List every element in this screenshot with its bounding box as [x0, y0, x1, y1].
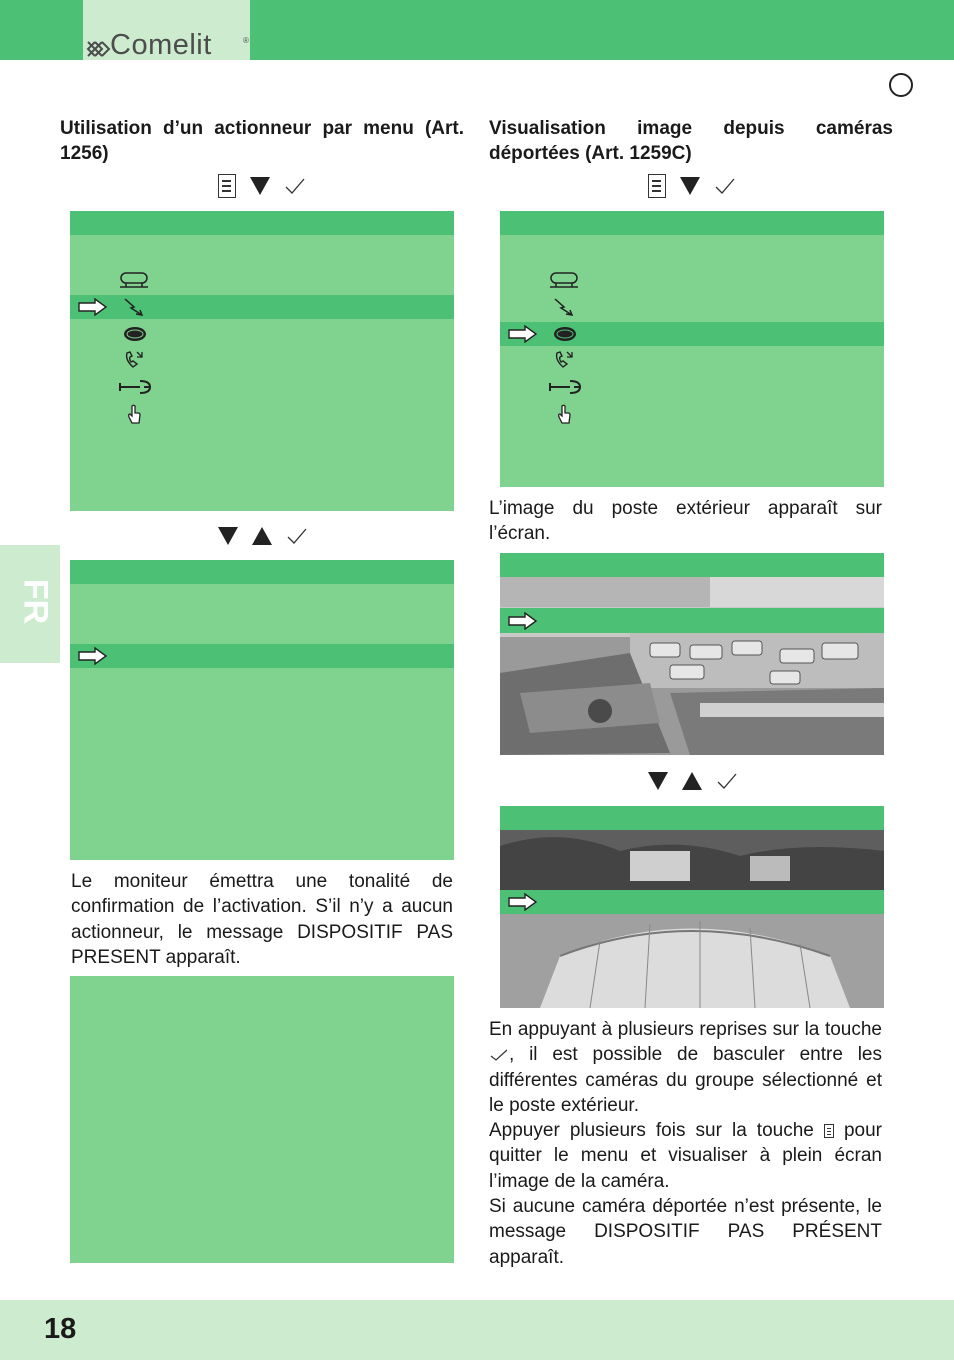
- left-heading: Utilisation d’un actionneur par menu (Art. 1256): [60, 118, 464, 164]
- right-key-sequence-1: [648, 171, 736, 201]
- left-key-sequence-2: [218, 521, 308, 551]
- page-number: 18: [44, 1313, 77, 1345]
- camera-image-2: [500, 806, 884, 1008]
- wrench-icon: [118, 378, 152, 396]
- actuator-icon: [122, 297, 146, 317]
- screen-header: [500, 211, 884, 235]
- brand-logo: [83, 0, 250, 60]
- selection-arrow-icon: [508, 893, 538, 911]
- menu-key-icon: [824, 1124, 834, 1138]
- right-paragraph: [489, 1017, 882, 1270]
- check-key-icon: [714, 177, 736, 195]
- language-tab-label: FR: [16, 578, 55, 625]
- right-menu-screen: [500, 211, 884, 487]
- footer-bar: [0, 1300, 954, 1360]
- phone-icon: [123, 350, 145, 370]
- left-menu-screen: [70, 211, 454, 511]
- selected-row: [70, 644, 454, 668]
- hand-icon: [127, 404, 143, 426]
- menu-key-icon: [648, 174, 666, 198]
- down-key-icon: [680, 177, 700, 195]
- paragraph-text: , il est possible de basculer entre les différentes caméras du groupe sélectionné et le poste extérieur.: [489, 1044, 882, 1116]
- building-photo: [500, 806, 884, 1008]
- intercom-icon: [548, 270, 580, 290]
- screen-header: [70, 211, 454, 235]
- down-key-icon: [250, 177, 270, 195]
- page-circle-icon: [889, 73, 913, 97]
- logo-mark-icon: [86, 40, 112, 58]
- paragraph-text: En appuyant à plusieurs reprises sur la touche: [489, 1019, 882, 1040]
- hand-icon: [557, 404, 573, 426]
- intercom-icon: [118, 270, 150, 290]
- check-key-icon: [489, 1048, 509, 1062]
- screen-header: [70, 560, 454, 584]
- wrench-icon: [548, 378, 582, 396]
- check-key-icon: [716, 772, 738, 790]
- up-key-icon: [252, 527, 272, 545]
- paragraph-text: pour quitter le menu et visualiser à plein écran l’image de la caméra.: [489, 1120, 883, 1192]
- down-key-icon: [218, 527, 238, 545]
- actuator-icon: [552, 297, 576, 317]
- registered-mark: ®: [243, 36, 249, 45]
- left-key-sequence-1: [218, 171, 306, 201]
- brand-name: Comelit: [110, 29, 212, 61]
- selection-arrow-icon: [508, 612, 538, 630]
- left-paragraph: Le moniteur émettra une tonalité de confirmation de l’activation. S’il n’y a aucun actionneur, le message DISPOSITIF PAS PRESENT apparaît.: [71, 871, 453, 968]
- left-message-screen: [70, 976, 454, 1263]
- paragraph-no-camera: Si aucune caméra déportée n’est présente, le message DISPOSITIF PAS PRÉSENT apparaît.: [489, 1196, 882, 1268]
- menu-key-icon: [218, 174, 236, 198]
- paragraph-text: Appuyer plusieurs fois sur la touche: [489, 1120, 814, 1142]
- parking-lot-photo: [500, 553, 884, 755]
- paragraph-exit-menu: [489, 1118, 882, 1194]
- up-key-icon: [682, 772, 702, 790]
- selection-arrow-icon: [78, 298, 108, 316]
- check-key-icon: [284, 177, 306, 195]
- down-key-icon: [648, 772, 668, 790]
- check-key-icon: [286, 527, 308, 545]
- eye-icon: [552, 325, 578, 343]
- selection-arrow-icon: [508, 325, 538, 343]
- selection-arrow-icon: [78, 647, 108, 665]
- paragraph-switch-cameras: [489, 1017, 882, 1118]
- camera-image-1: [500, 553, 884, 755]
- right-key-sequence-2: [648, 766, 738, 796]
- right-heading: Visualisation image depuis caméras déportées (Art. 1259C): [489, 118, 893, 164]
- phone-icon: [553, 350, 575, 370]
- eye-icon: [122, 325, 148, 343]
- right-caption: L’image du poste extérieur apparaît sur l’écran.: [489, 498, 882, 545]
- left-actuator-screen: [70, 560, 454, 860]
